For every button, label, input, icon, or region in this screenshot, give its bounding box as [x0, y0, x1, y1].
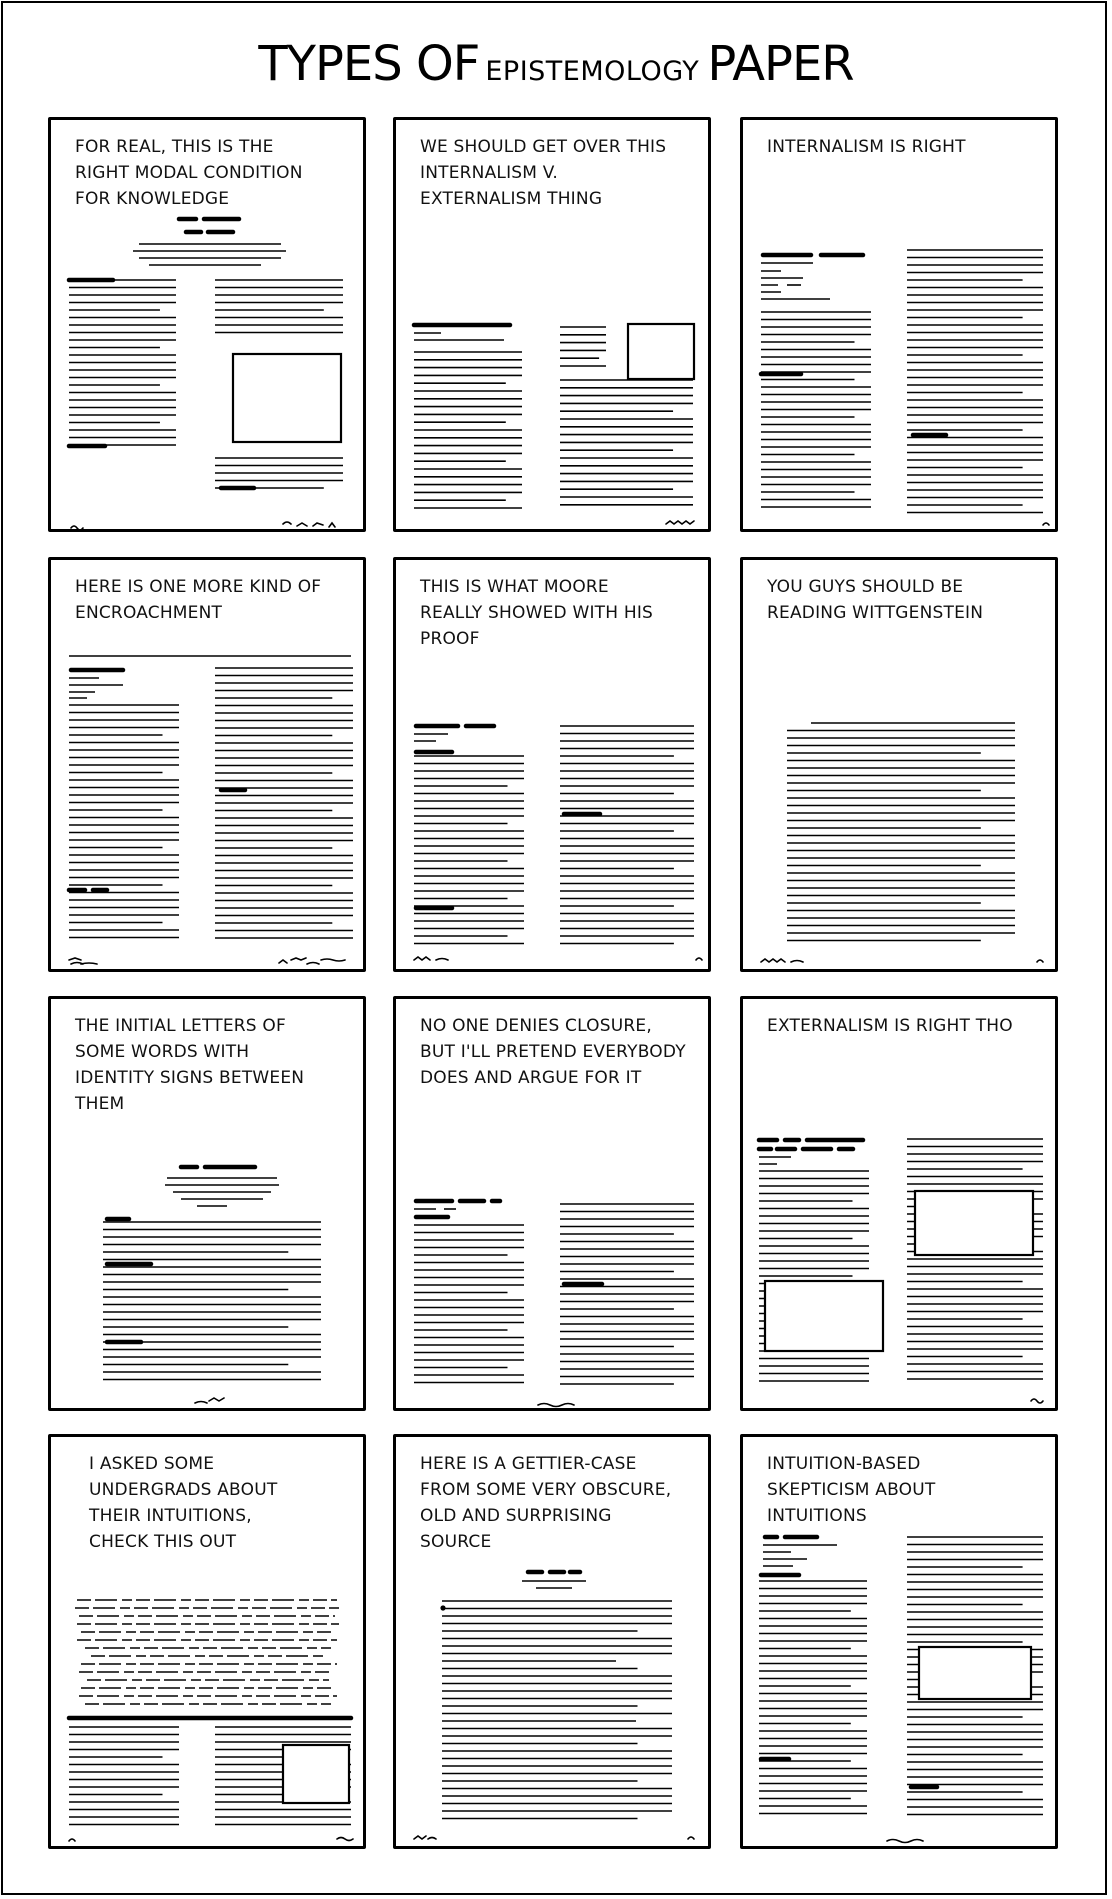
mock-paper-page	[743, 999, 1058, 1411]
author-lines	[763, 1545, 837, 1566]
page-number-scribble	[71, 522, 335, 530]
author-lines	[761, 263, 830, 299]
author-lines	[414, 734, 448, 741]
panel-intuition-skepticism	[740, 1434, 1058, 1849]
page-number-scribble	[666, 521, 694, 524]
figure-box	[283, 1745, 349, 1803]
left-column	[761, 312, 871, 507]
page-number-scribble	[69, 1838, 353, 1842]
left-column	[69, 280, 176, 445]
subtitle-lines	[414, 333, 504, 340]
left-column	[759, 1581, 867, 1814]
left-column	[414, 352, 522, 508]
section-heading-marks	[69, 280, 254, 488]
title-part-2: EPISTEMOLOGY	[485, 56, 700, 87]
panel-caption: FOR REAL, THIS IS THE RIGHT MODAL CONDITION FOR KNOWLEDGE	[75, 137, 303, 209]
title-part-3: PAPER	[707, 36, 854, 92]
mock-paper-page	[743, 120, 1058, 532]
page-number-scribble	[69, 958, 345, 964]
right-column	[907, 1139, 1043, 1379]
page-number-scribble	[761, 959, 1043, 962]
centered-column	[787, 723, 1015, 941]
page-number-scribble	[414, 1836, 694, 1839]
panel-wittgenstein	[740, 557, 1058, 972]
right-column	[560, 1204, 694, 1384]
page-number-scribble	[1031, 1399, 1043, 1403]
mock-paper-page	[396, 1437, 711, 1849]
single-column	[442, 1601, 672, 1819]
comic-title	[0, 36, 1112, 92]
figure-box-top	[915, 1191, 1033, 1255]
figure-box	[233, 354, 341, 442]
right-column	[560, 380, 693, 505]
panel-moore-proof	[393, 557, 711, 972]
panel-caption: EXTERNALISM IS RIGHT THO	[767, 1016, 1013, 1036]
single-column	[103, 1222, 321, 1380]
panel-undergrad-intuitions	[48, 1434, 366, 1849]
mock-paper-page	[51, 560, 366, 972]
right-column	[215, 280, 343, 333]
left-column	[69, 1727, 179, 1825]
panel-caption: HERE IS A GETTIER-CASE FROM SOME VERY OBSCURE, OLD AND SURPRISING SOURCE	[420, 1454, 672, 1552]
panel-caption: INTUITION-BASED SKEPTICISM ABOUT INTUITIONS	[767, 1454, 936, 1526]
page-number-scribble	[1043, 523, 1049, 525]
heading-marks	[179, 219, 239, 232]
panel-caption: I ASKED SOME UNDERGRADS ABOUT THEIR INTUITIONS, CHECK THIS OUT	[89, 1454, 278, 1552]
panel-caption: NO ONE DENIES CLOSURE, BUT I'LL PRETEND EVERYBODY DOES AND ARGUE FOR IT	[420, 1016, 686, 1088]
right-column-lower	[215, 458, 343, 488]
left-column	[69, 705, 179, 938]
figure-box	[628, 324, 694, 379]
left-column	[414, 756, 524, 944]
page-number-scribble	[414, 957, 702, 960]
panel-internalism-right	[740, 117, 1058, 532]
abstract-lines	[165, 1178, 279, 1206]
mock-paper-page	[396, 560, 711, 972]
mock-paper-page	[51, 1437, 366, 1849]
mock-paper-page	[396, 999, 711, 1411]
panel-caption: YOU GUYS SHOULD BE READING WITTGENSTEIN	[767, 577, 984, 623]
panel-caption: THE INITIAL LETTERS OF SOME WORDS WITH IDENTITY SIGNS BETWEEN THEM	[75, 1016, 305, 1114]
figure-box-bottom	[765, 1281, 883, 1351]
title-part-1: TYPES OF	[258, 36, 480, 92]
figure-box	[919, 1647, 1031, 1699]
survey-dashed-lines	[75, 1600, 339, 1704]
panel-caption: THIS IS WHAT MOORE REALLY SHOWED WITH HIS PROOF	[420, 577, 654, 649]
mock-paper-page	[51, 999, 366, 1411]
abstract-lines	[133, 244, 286, 265]
right-column	[560, 726, 694, 944]
panel-closure	[393, 996, 711, 1411]
panel-gettier-case	[393, 1434, 711, 1849]
mock-paper-page	[743, 560, 1058, 972]
mock-paper-page	[743, 1437, 1058, 1849]
right-column	[907, 250, 1043, 513]
section-heading-marks	[761, 374, 946, 435]
left-column	[414, 1225, 524, 1383]
panel-externalism-right	[740, 996, 1058, 1411]
author-lines	[69, 678, 123, 698]
mock-paper-page	[396, 120, 711, 532]
author-lines	[759, 1157, 791, 1164]
panel-encroachment	[48, 557, 366, 972]
panel-internalism-externalism	[393, 117, 711, 532]
heading-marks	[759, 1140, 863, 1149]
section-heading-marks	[416, 752, 600, 908]
panel-modal-condition	[48, 117, 366, 532]
panel-caption: HERE IS ONE MORE KIND OF ENCROACHMENT	[75, 577, 322, 623]
page-number-scribble	[195, 1398, 224, 1403]
right-column-top	[560, 327, 606, 366]
mock-paper-page	[51, 120, 366, 532]
page-number-scribble	[538, 1404, 574, 1407]
panel-caption: INTERNALISM IS RIGHT	[767, 137, 966, 157]
page-number-scribble	[887, 1840, 923, 1843]
panel-caption: WE SHOULD GET OVER THIS INTERNALISM V. EXTERNALISM THING	[420, 137, 667, 209]
right-column	[215, 668, 353, 938]
abstract-lines	[522, 1581, 586, 1588]
panel-initial-letters	[48, 996, 366, 1411]
